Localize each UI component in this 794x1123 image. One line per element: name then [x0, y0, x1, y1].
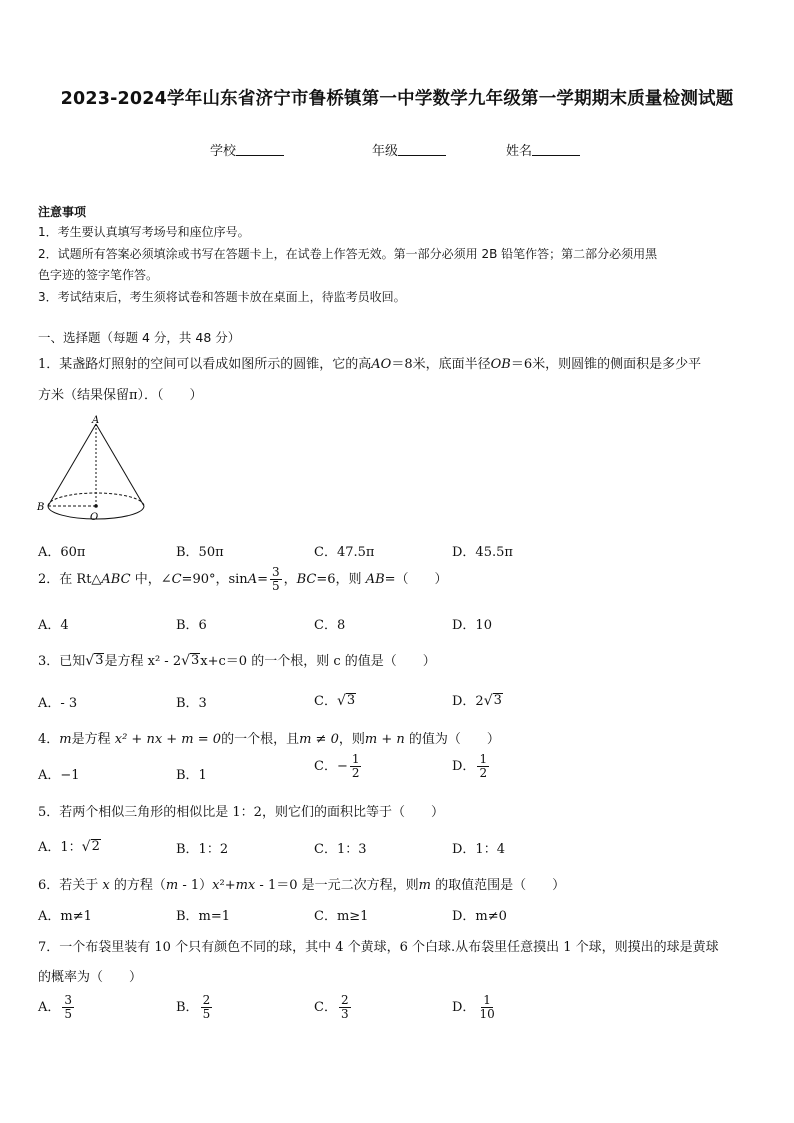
question-7-line-1: 7．一个布袋里装有 10 个只有颜色不同的球，其中 4 个黄球，6 个白球.从布袋里任意摸出 1 个球，则摸出的球是黄球 [38, 940, 719, 955]
q6-option-a[interactable]: A．m≠1 [38, 909, 92, 924]
question-6: 6．若关于 x 的方程（m - 1）x²+mx - 1＝0 是一元二次方程，则m 的取值范围是（ ） [38, 878, 566, 893]
q4-option-d[interactable]: D． $\frac{1}{2}$ [452, 752, 488, 780]
question-3: 3．已知 √ 3 是方程 x² - 2 √ 3 x+c＝0 的一个根，则 c 的值是（ ） [38, 653, 436, 669]
section-heading: 一、选择题（每题 4 分，共 48 分） [38, 330, 241, 345]
q5-option-b[interactable]: B．1：2 [176, 842, 229, 857]
q1-option-c[interactable]: C．47.5π [314, 545, 375, 560]
name-field: 姓名 [506, 140, 580, 159]
q5-option-d[interactable]: D．1：4 [452, 842, 505, 857]
question-4: 4．m是方程 x² + nx + m = 0的一个根，且m ≠ 0，则m + n 的值为（ ） [38, 732, 500, 747]
sqrt-3: √ 3 [85, 653, 104, 669]
notice-item-1: 1．考生要认真填写考场号和座位序号。 [38, 225, 250, 239]
notice-item-3: 3．考试结束后，考生须将试卷和答题卡放在桌面上，待监考员收回。 [38, 290, 406, 304]
cone-left-edge [48, 424, 96, 506]
q3-option-d[interactable]: D．2 √ 3 [452, 693, 502, 709]
question-7-line-2: 的概率为（ ） [38, 970, 143, 985]
point-o [94, 504, 98, 508]
notice-heading: 注意事项 [38, 205, 87, 219]
page-title: 2023-2024学年山东省济宁市鲁桥镇第一中学数学九年级第一学期期末质量检测试题 [60, 89, 734, 109]
grade-field: 年级 [372, 140, 446, 159]
q1-option-b[interactable]: B．50π [176, 545, 224, 560]
grade-blank[interactable] [398, 143, 446, 156]
q3-option-b[interactable]: B．3 [176, 696, 207, 711]
label-o: O [90, 512, 99, 523]
q3-option-c[interactable]: C． √ 3 [314, 693, 356, 709]
q4-option-b[interactable]: B．1 [176, 768, 207, 783]
question-2: 2．在 Rt△ABC 中，∠C=90°，sinA= $\frac{3}{5}$ ，BC=6，则 AB=（ ） [38, 565, 448, 593]
q6-option-b[interactable]: B．m=1 [176, 909, 231, 924]
q5-option-a[interactable]: A．1： √ 2 [38, 839, 100, 855]
sqrt-3: √ 3 [181, 653, 200, 669]
notice-item-2-cont: 色字迹的签字笔作答。 [38, 268, 159, 282]
school-blank[interactable] [236, 143, 284, 156]
q7-option-d[interactable]: D． $\frac{1}{10}$ [452, 993, 495, 1021]
q7-option-a[interactable]: A． $\frac{3}{5}$ [38, 993, 73, 1021]
question-5: 5．若两个相似三角形的相似比是 1：2，则它们的面积比等于（ ） [38, 805, 444, 820]
q2-option-b[interactable]: B．6 [176, 618, 207, 633]
question-1-line-1: 1．某盏路灯照射的空间可以看成如图所示的圆锥，它的高AO＝8米，底面半径OB＝6米，则圆锥的侧面积是多少平 [38, 357, 702, 372]
q4-option-c[interactable]: C．− $\frac{1}{2}$ [314, 752, 360, 780]
cone-right-edge [96, 424, 144, 506]
q5-option-c[interactable]: C．1：3 [314, 842, 367, 857]
fraction-3-5: $\frac{3}{5}$ [271, 565, 280, 593]
q4-option-a[interactable]: A．−1 [38, 768, 80, 783]
q7-option-c[interactable]: C． $\frac{2}{3}$ [314, 993, 349, 1021]
school-field: 学校 [210, 140, 284, 159]
q2-option-a[interactable]: A．4 [38, 618, 69, 633]
notice-item-2: 2．试题所有答案必须填涂或书写在答题卡上，在试卷上作答无效。第一部分必须用 2B 铅笔作答；第二部分必须用黑 [38, 247, 658, 261]
q3-option-a[interactable]: A．- 3 [38, 696, 78, 711]
question-1-line-2: 方米（结果保留π）．（ ） [38, 388, 203, 403]
name-blank[interactable] [532, 143, 580, 156]
q1-option-a[interactable]: A．60π [38, 545, 86, 560]
q6-option-c[interactable]: C．m≥1 [314, 909, 369, 924]
q7-option-b[interactable]: B． $\frac{2}{5}$ [176, 993, 211, 1021]
label-a: A [92, 415, 100, 426]
cone-figure [36, 412, 151, 527]
q6-option-d[interactable]: D．m≠0 [452, 909, 507, 924]
q1-option-d[interactable]: D．45.5π [452, 545, 513, 560]
label-b: B [37, 502, 45, 513]
q2-option-d[interactable]: D．10 [452, 618, 492, 633]
q2-option-c[interactable]: C．8 [314, 618, 346, 633]
